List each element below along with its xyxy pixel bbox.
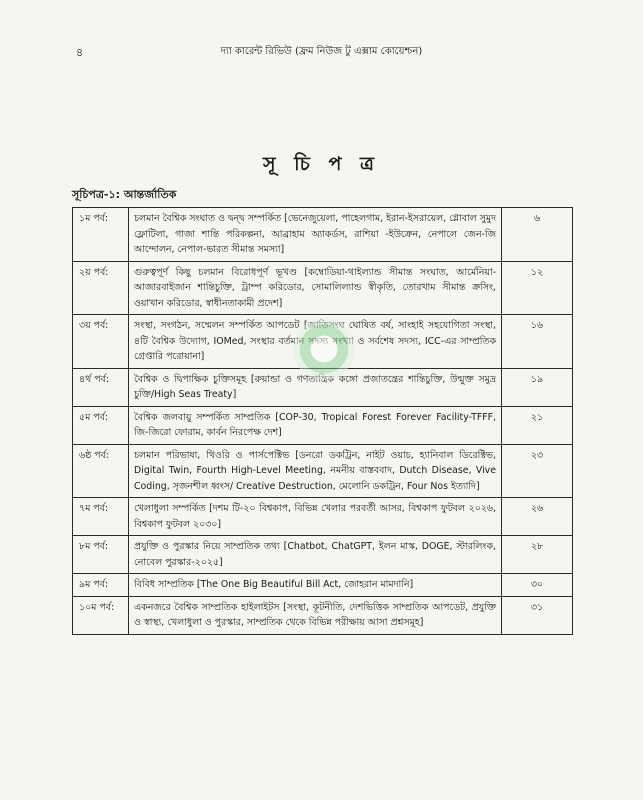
page-ref: ১৯	[502, 368, 573, 406]
part-description: সংস্থা, সংগঠন, সম্মেলন সম্পর্কিত আপডেট [জাতিসংঘ ঘোষিত বর্ষ, সাংহাই সহযোগিতা সংস্থা, ৪টি বৈশ্বিক উদ্যোগ, IOMed, সংস্থার বর্তমান সদস্য সংখ্যা ও সর্বশেষ সদস্য, ICC-এর সাম্প্রতিক গ্রেপ্তারি পরোয়ানা]	[129, 315, 502, 369]
part-description: একনজরে বৈশ্বিক সাম্প্রতিক হাইলাইটস [সংস্থা, কূটনীতি, দেশভিত্তিক সাম্প্রতিক আপডেট, প্রযুক্তি ও স্বাস্থ্য, খেলাধুলা ও পুরস্কার, সাম্প্রতিক থেকে বিভিন্ন পরীক্ষায় আসা প্রশ্নসমূহ]	[129, 596, 502, 634]
part-description: বৈশ্বিক জলবায়ু সম্পর্কিত সাম্প্রতিক [COP-30, Tropical Forest Forever Facility-TFFF, জি-জিরো ফোরাম, কার্বন নিরপেক্ষ দেশ]	[129, 406, 502, 444]
section-heading: সূচিপত্র-১: আন্তর্জাতিক	[72, 188, 177, 201]
part-description: চলমান বৈশ্বিক সংঘাত ও দ্বন্দ্ব সম্পর্কিত [ভেনেজুয়েলা, পাহেলগাম, ইরান-ইসরায়েল, গ্লোবাল সুমুদ ফ্লোটিলা, গাজা শান্তি পরিকল্পনা, আব্রাহাম অ্যাকর্ডস, রাশিয়া -ইউক্রেন, নেপালে জেন-জি আন্দোলন, নেপাল-ভারত সীমান্ত সমস্যা]	[129, 208, 502, 262]
toc-row	[73, 574, 573, 597]
watermark-logo-icon	[293, 318, 355, 380]
toc-row	[73, 406, 573, 444]
page-ref: ১২	[502, 261, 573, 315]
part-label: ৯ম পর্ব:	[73, 574, 129, 597]
page-ref: ২৩	[502, 444, 573, 498]
toc-title: সূ চি প ত্র	[263, 153, 380, 175]
page-ref: ১৬	[502, 315, 573, 369]
part-label: ৫ম পর্ব:	[73, 406, 129, 444]
toc-row	[73, 498, 573, 536]
part-label: ১০ম পর্ব:	[73, 596, 129, 634]
part-description: গুরুত্বপূর্ণ কিছু চলমান বিরোধপূর্ণ ভূখণ্ড [কম্বোডিয়া-থাইল্যান্ড সীমান্ত সংঘাত, আর্মেনিয়া-আজারবাইজান শান্তিচুক্তি, ট্রাম্প করিডোর, সোমালিল্যান্ড স্বীকৃতি, তোরখাম সীমান্ত ক্রসিং, ওয়াখান করিডোর, স্বাধীনতাকামী প্রদেশ]	[129, 261, 502, 315]
page-ref: ২৬	[502, 498, 573, 536]
page-ref: ৩১	[502, 596, 573, 634]
part-label: ৬ষ্ঠ পর্ব:	[73, 444, 129, 498]
part-label: ৭ম পর্ব:	[73, 498, 129, 536]
toc-row	[73, 536, 573, 574]
toc-table	[72, 207, 573, 635]
part-label: ৩য় পর্ব:	[73, 315, 129, 369]
part-label: ৮ম পর্ব:	[73, 536, 129, 574]
toc-row	[73, 596, 573, 634]
part-description: খেলাধুলা সম্পর্কিত [দশম টি-২০ বিশ্বকাপ, বিভিন্ন খেলার পরবর্তী আসর, বিশ্বকাপ ফুটবল ২০২৬, বিশ্বকাপ ফুটবল ২০৩০]	[129, 498, 502, 536]
part-description: বৈশ্বিক ও দ্বিপাক্ষিক চুক্তিসমূহ [রুয়ান্ডা ও গণতান্ত্রিক কঙ্গো প্রজাতন্ত্রের শান্তিচুক্তি, উন্মুক্ত সমুদ্র চুক্তি/High Seas Treaty]	[129, 368, 502, 406]
toc-row	[73, 261, 573, 315]
page-ref: ৩০	[502, 574, 573, 597]
part-description: বিবিধ সাম্প্রতিক [The One Big Beautiful Bill Act, জোহরান মামদানি]	[129, 574, 502, 597]
page-number: ৪	[76, 46, 84, 59]
part-description: চলমান পরিভাষা, থিওরি ও পার্সপেক্টিভ [ডনরো ডকট্রিন, নাইট ওয়াচ, হ্যানিবাল ডিরেক্টিভ, Digital Twin, Fourth High-Level Meeting, নমনীয় বাস্তববাদ, Dutch Disease, Vive Coding, সৃজনশীল ধ্বংস/ Creative Destruction, মেলোনি ডকট্রিন, Four Nos ইত্যাদি]	[129, 444, 502, 498]
page-ref: ২১	[502, 406, 573, 444]
part-label: ১ম পর্ব:	[73, 208, 129, 262]
page-ref: ৬	[502, 208, 573, 262]
running-header: দ্যা কারেন্ট রিভিউ (ফ্রম নিউজ টু এক্সাম কোয়েশ্চন)	[220, 46, 423, 57]
part-description: প্রযুক্তি ও পুরস্কার নিয়ে সাম্প্রতিক তথ্য [Chatbot, ChatGPT, ইলন মাস্ক, DOGE, স্টারলিংক, নোবেল পুরস্কার-২০২৫]	[129, 536, 502, 574]
part-label: ২য় পর্ব:	[73, 261, 129, 315]
part-label: ৪র্থ পর্ব:	[73, 368, 129, 406]
toc-row	[73, 208, 573, 262]
toc-row	[73, 444, 573, 498]
page-ref: ২৮	[502, 536, 573, 574]
